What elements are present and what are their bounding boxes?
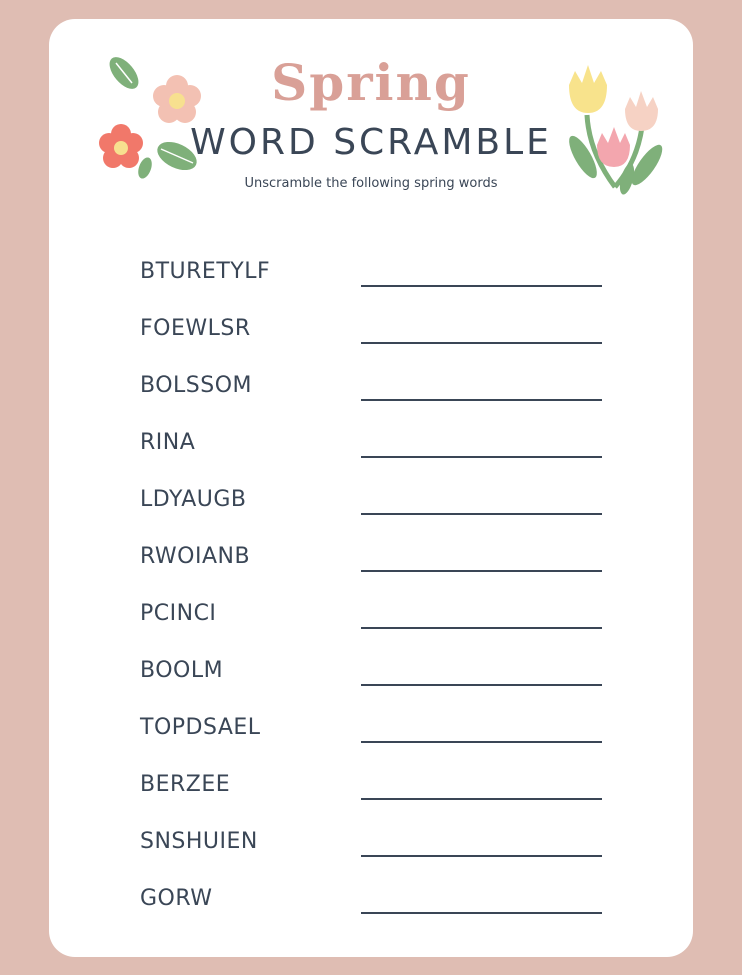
scrambled-word: BOLSSOM — [140, 373, 253, 398]
answer-line[interactable] — [361, 798, 602, 800]
scrambled-word: PCINCI — [140, 601, 217, 626]
answer-line[interactable] — [361, 627, 602, 629]
scrambled-word: SNSHUIEN — [140, 829, 258, 854]
answer-line[interactable] — [361, 285, 602, 287]
scrambled-word: GORW — [140, 886, 213, 911]
title-spring: Spring — [271, 53, 471, 112]
word-row — [49, 540, 693, 580]
answer-line[interactable] — [361, 456, 602, 458]
word-row — [49, 369, 693, 409]
word-row — [49, 882, 693, 922]
instructions: Unscramble the following spring words — [244, 176, 498, 191]
word-row — [49, 711, 693, 751]
word-row — [49, 255, 693, 295]
word-row — [49, 483, 693, 523]
scrambled-word: BOOLM — [140, 658, 224, 683]
worksheet-card — [49, 19, 693, 957]
answer-line[interactable] — [361, 912, 602, 914]
answer-line[interactable] — [361, 741, 602, 743]
answer-line[interactable] — [361, 684, 602, 686]
word-row — [49, 654, 693, 694]
scrambled-word: RINA — [140, 430, 196, 455]
scrambled-word: BTURETYLF — [140, 259, 271, 284]
word-row — [49, 825, 693, 865]
word-row — [49, 597, 693, 637]
scrambled-word: BERZEE — [140, 772, 231, 797]
answer-line[interactable] — [361, 855, 602, 857]
page-title: WORD SCRAMBLE — [190, 122, 552, 163]
word-row — [49, 312, 693, 352]
answer-line[interactable] — [361, 513, 602, 515]
answer-line[interactable] — [361, 342, 602, 344]
scrambled-word: LDYAUGB — [140, 487, 247, 512]
word-row — [49, 426, 693, 466]
answer-line[interactable] — [361, 570, 602, 572]
scrambled-word: TOPDSAEL — [140, 715, 261, 740]
word-row — [49, 768, 693, 808]
scrambled-word: RWOIANB — [140, 544, 251, 569]
answer-line[interactable] — [361, 399, 602, 401]
scrambled-word: FOEWLSR — [140, 316, 251, 341]
